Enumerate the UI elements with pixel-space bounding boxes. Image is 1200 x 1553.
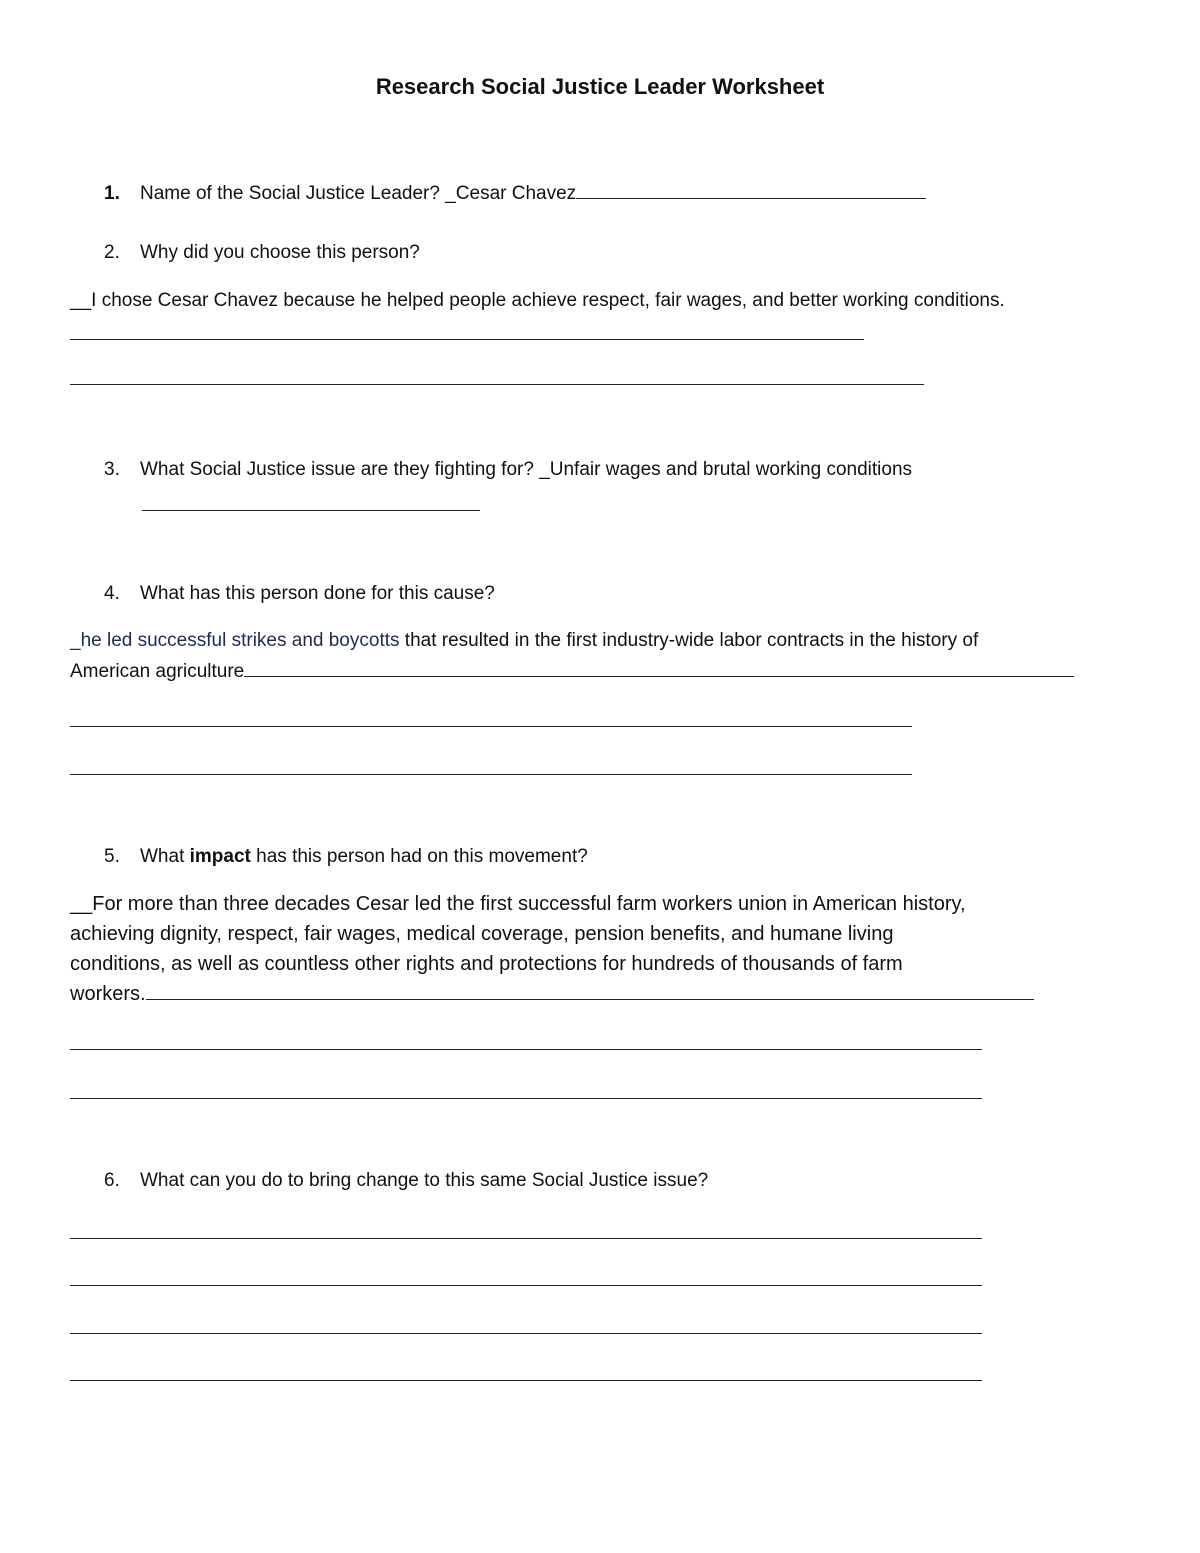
question-6-answer-line[interactable] (70, 1380, 982, 1381)
question-6-text: What can you do to bring change to this same Social Justice issue? (140, 1170, 709, 1191)
question-5-number: 5. (104, 846, 120, 867)
question-2-answer[interactable]: __I chose Cesar Chavez because he helped people achieve respect, fair wages, and better working conditions. (70, 290, 1005, 311)
question-1 (104, 180, 926, 205)
question-6-answer-line[interactable] (70, 1238, 982, 1239)
question-4-answer-rest: that resulted in the first industry-wide labor contracts in the history of (399, 630, 979, 651)
question-4-number: 4. (104, 583, 120, 604)
question-4-answer-highlight: _he led successful strikes and boycotts (70, 630, 400, 651)
question-2-text: Why did you choose this person? (140, 242, 420, 263)
question-4-answer-line-1[interactable] (70, 625, 978, 656)
question-4 (104, 583, 495, 605)
question-3-answer-line[interactable] (142, 510, 480, 511)
question-5-answer-line-1[interactable]: __For more than three decades Cesar led the first successful farm workers union in American history, (70, 893, 966, 915)
question-5-text-bold: impact (189, 846, 251, 867)
question-2 (104, 242, 420, 264)
question-5-answer-line-4[interactable] (70, 979, 1034, 1009)
question-4-text: What has this person done for this cause? (140, 583, 495, 604)
question-3 (104, 459, 912, 481)
question-6-number: 6. (104, 1170, 120, 1191)
question-2-answer-line[interactable] (70, 384, 924, 385)
question-5-blank[interactable] (146, 981, 1034, 1000)
question-2-number: 2. (104, 242, 120, 263)
question-4-answer-line[interactable] (70, 774, 912, 775)
question-5-answer-line[interactable] (70, 1049, 982, 1050)
question-5-text-start: What (140, 846, 190, 867)
question-5 (104, 846, 588, 868)
question-4-answer-line-2[interactable] (70, 656, 1074, 687)
question-1-number: 1. (104, 183, 120, 204)
question-6 (104, 1170, 708, 1192)
question-6-answer-line[interactable] (70, 1333, 982, 1334)
question-4-answer-end: American agriculture (70, 661, 245, 682)
question-1-blank[interactable] (576, 180, 926, 199)
question-5-answer-line-3[interactable]: conditions, as well as countless other rights and protections for hundreds of thousands of farm (70, 953, 903, 975)
question-1-text: Name of the Social Justice Leader? _Cesar Chavez (140, 183, 577, 204)
question-5-answer-end: workers. (70, 983, 146, 1005)
question-5-text-end: has this person had on this movement? (250, 846, 588, 867)
question-4-answer-line[interactable] (70, 726, 912, 727)
question-3-text: What Social Justice issue are they fighting for? _Unfair wages and brutal working conditions (140, 459, 913, 480)
question-5-answer-line-2[interactable]: achieving dignity, respect, fair wages, medical coverage, pension benefits, and humane living (70, 923, 894, 945)
worksheet-title: Research Social Justice Leader Worksheet (375, 74, 825, 99)
question-2-answer-line[interactable] (70, 339, 864, 340)
question-4-blank[interactable] (244, 658, 1074, 677)
question-3-number: 3. (104, 459, 120, 480)
question-6-answer-line[interactable] (70, 1285, 982, 1286)
question-5-answer-line[interactable] (70, 1098, 982, 1099)
